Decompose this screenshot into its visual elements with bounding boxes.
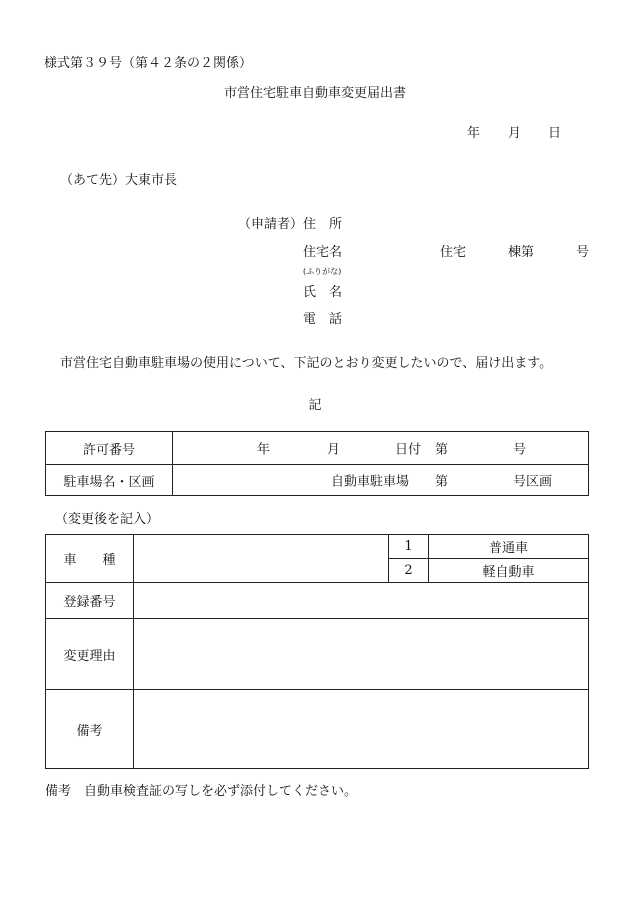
page-title: 市営住宅駐車自動車変更届出書: [223, 86, 406, 101]
remarks-cell: [134, 690, 589, 769]
vehicle-type-label: 車 種: [63, 553, 116, 568]
lot-no-prefix: 第: [435, 474, 449, 490]
applicant-label: （申請者）: [238, 217, 304, 232]
phone-label: 電 話: [303, 312, 343, 327]
reason-label-cell: [46, 619, 134, 690]
remarks-label-cell: [46, 690, 134, 769]
permit-number-label: 許可番号: [82, 442, 135, 458]
reason-label: 変更理由: [63, 648, 116, 664]
option-num-1: 1: [389, 535, 429, 559]
permit-table: [45, 431, 589, 496]
date-year: 年: [467, 126, 481, 141]
furigana-label: (ふりがな): [303, 267, 342, 276]
permit-no-suffix: 号: [513, 442, 527, 458]
lot-label-cell: [46, 465, 173, 496]
name-label: 氏 名: [303, 285, 343, 300]
option-label-2: 軽自動車: [429, 559, 589, 583]
vehicle-table: [45, 534, 589, 769]
registration-label: 登録番号: [63, 595, 116, 610]
reason-cell: [134, 619, 589, 690]
date-day: 日: [548, 126, 562, 141]
option-num-2: 2: [389, 559, 429, 583]
form-number: 様式第３９号（第４２条の２関係）: [44, 56, 253, 71]
addressee: （あて先）大東市長: [60, 173, 178, 188]
permit-number-label-cell: [46, 432, 173, 465]
section-note: （変更後を記入）: [55, 512, 160, 527]
lot-cell: [173, 465, 589, 496]
vehicle-type-label-cell: [46, 535, 134, 583]
date-month: 月: [508, 126, 522, 141]
room-number-label: 号: [576, 245, 590, 260]
housing-label: 住宅: [440, 245, 467, 260]
permit-no-prefix: 第: [435, 442, 449, 458]
vehicle-type-blank-cell: [134, 535, 389, 583]
registration-cell: [134, 583, 589, 619]
building-label: 棟第: [508, 245, 535, 260]
permit-month: 月: [327, 442, 341, 458]
remarks-label: 備考: [76, 723, 103, 739]
lot-no-suffix: 号区画: [513, 474, 553, 490]
permit-year: 年: [257, 442, 271, 458]
option-label-1: 普通車: [429, 535, 589, 559]
housing-name-label: 住宅名: [303, 245, 343, 260]
footer-note: 備考 自動車検査証の写しを必ず添付してください。: [45, 784, 358, 799]
address-label: 住 所: [303, 217, 343, 232]
registration-label-cell: [46, 583, 134, 619]
ki-heading: 記: [308, 398, 322, 413]
lot-name: 自動車駐車場: [331, 474, 410, 490]
lot-label: 駐車場名・区画: [63, 474, 155, 490]
permit-number-cell: [173, 432, 589, 465]
permit-date: 日付: [395, 442, 422, 458]
statement-text: 市営住宅自動車駐車場の使用について、下記のとおり変更したいので、届け出ます。: [60, 356, 553, 371]
